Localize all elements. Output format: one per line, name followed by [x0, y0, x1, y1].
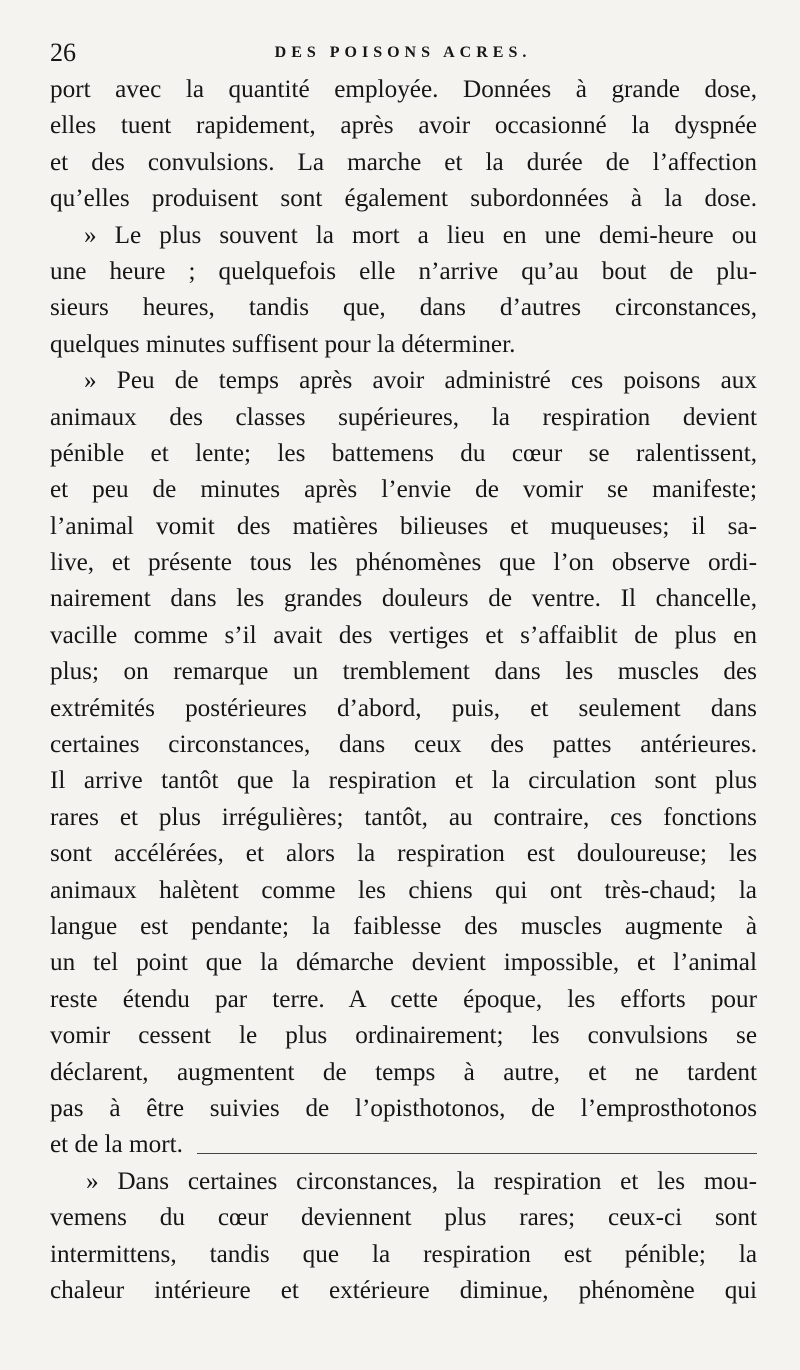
- text-line: nairement dans les grandes douleurs de ventre. Il chancelle,: [50, 585, 757, 613]
- text-line: vacille comme s’il avait des vertiges et s’affaiblit de plus en: [50, 621, 757, 649]
- body-text: [50, 72, 757, 1309]
- text-line: intermittens, tandis que la respiration est pénible; la: [50, 1240, 757, 1268]
- text-line: pas à être suivies de l’opisthotonos, de l’emprosthotonos: [50, 1094, 757, 1122]
- text-line: l’animal vomit des matières bilieuses et muqueuses; il sa-: [50, 512, 757, 540]
- text-line: et de la mort.: [50, 1131, 183, 1159]
- text-line: pénible et lente; les battemens du cœur se ralentissent,: [50, 439, 757, 467]
- running-title: DES POISONS ACRES.: [274, 44, 532, 61]
- text-line: une heure ; quelquefois elle n’arrive qu’au bout de plu-: [50, 257, 757, 285]
- text-line: vemens du cœur deviennent plus rares; ceux-ci sont: [50, 1204, 757, 1232]
- text-line: qu’elles produisent sont également subordonnées à la dose.: [50, 185, 757, 213]
- page-number: 26: [50, 38, 76, 67]
- text-line: extrémités postérieures d’abord, puis, et seulement dans: [50, 694, 757, 722]
- text-line: » Dans certaines circonstances, la respiration et les mou-: [86, 1167, 757, 1195]
- text-line: sieurs heures, tandis que, dans d’autres circonstances,: [50, 294, 757, 322]
- text-line: elles tuent rapidement, après avoir occasionné la dyspnée: [50, 112, 757, 140]
- text-line: live, et présente tous les phénomènes que l’on observe ordi-: [50, 549, 757, 577]
- text-line: port avec la quantité employée. Données à grande dose,: [50, 76, 757, 103]
- text-line: animaux des classes supérieures, la respiration devient: [50, 403, 757, 431]
- text-line: plus; on remarque un tremblement dans les muscles des: [50, 658, 757, 686]
- text-line: chaleur intérieure et extérieure diminue, phénomène qui: [50, 1276, 757, 1304]
- text-line: et peu de minutes après l’envie de vomir se manifeste;: [50, 476, 757, 504]
- text-line: quelques minutes suffisent pour la déterminer.: [50, 330, 516, 358]
- text-line: animaux halètent comme les chiens qui ont très-chaud; la: [50, 876, 757, 904]
- text-line: et des convulsions. La marche et la durée de l’affection: [50, 148, 757, 176]
- text-line: sont accélérées, et alors la respiration est douloureuse; les: [50, 840, 757, 868]
- text-line: reste étendu par terre. A cette époque, les efforts pour: [50, 985, 757, 1013]
- text-line: langue est pendante; la faiblesse des muscles augmente à: [50, 912, 757, 940]
- separator-rule: [197, 1153, 757, 1154]
- text-line: certaines circonstances, dans ceux des pattes antérieures.: [50, 731, 757, 759]
- text-line: Il arrive tantôt que la respiration et la circulation sont plus: [50, 767, 757, 795]
- text-line: » Le plus souvent la mort a lieu en une demi-heure ou: [84, 221, 757, 249]
- page-header: [50, 38, 756, 68]
- text-line: rares et plus irrégulières; tantôt, au contraire, ces fonctions: [50, 803, 757, 831]
- text-line: » Peu de temps après avoir administré ces poisons aux: [84, 367, 757, 395]
- text-line: vomir cessent le plus ordinairement; les convulsions se: [50, 1022, 757, 1050]
- text-line: un tel point que la démarche devient impossible, et l’animal: [50, 949, 757, 977]
- text-line-with-rule: [50, 1127, 757, 1163]
- text-line: déclarent, augmentent de temps à autre, et ne tardent: [50, 1058, 757, 1086]
